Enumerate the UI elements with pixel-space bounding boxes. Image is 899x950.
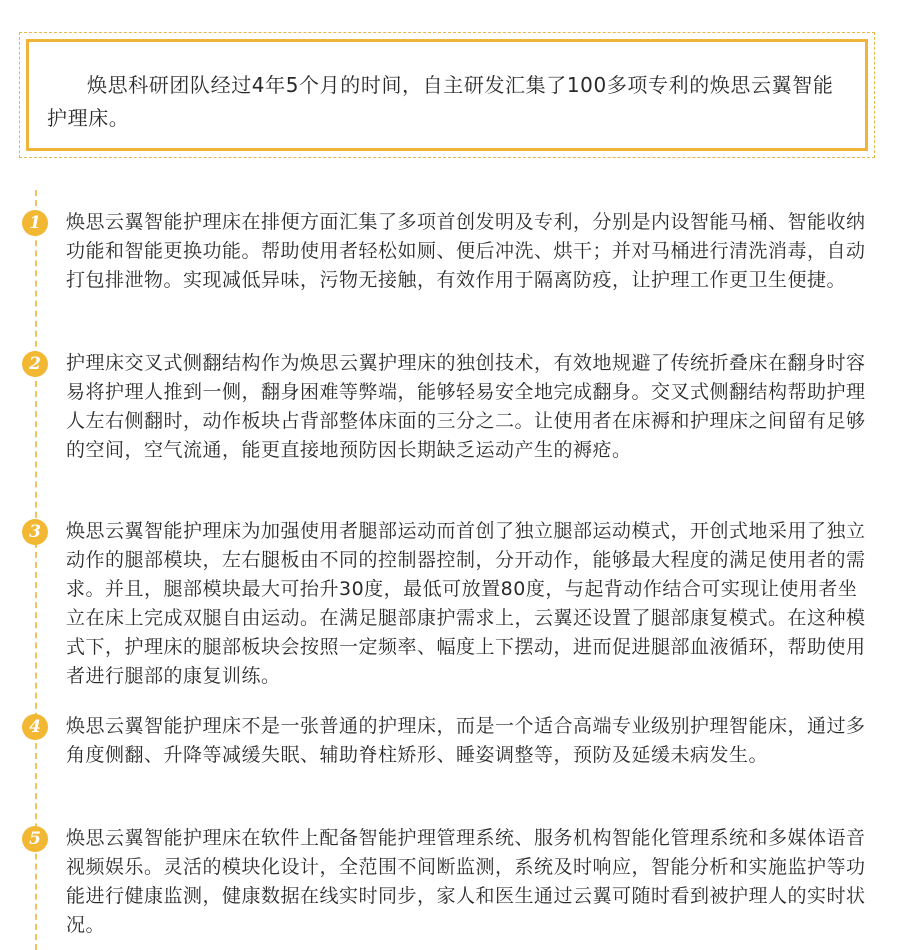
item-text-4: 焕思云翼智能护理床不是一张普通的护理床，而是一个适合高端专业级别护理智能床，通过多角度侧翻、升降等减缓失眠、辅助脊柱矫形、睡姿调整等，预防及延缓未病发生。 [66, 715, 866, 766]
feature-list [0, 190, 899, 950]
intro-text: 焕思科研团队经过4年5个月的时间，自主研发汇集了100多项专利的焕思云翼智能护理床。 [47, 73, 834, 130]
intro-box-outer [19, 32, 875, 158]
number-badge-2: 2 [22, 351, 48, 377]
item-text-5: 焕思云翼智能护理床在软件上配备智能护理管理系统、服务机构智能化管理系统和多媒体语音视频娱乐。灵活的模块化设计，全范围不间断监测，系统及时响应，智能分析和实施监护等功能进行健康监测，健康数据在线实时同步，家人和医生通过云翼可随时看到被护理人的实时状况。 [66, 827, 866, 936]
number-badge-1: 1 [22, 210, 48, 236]
intro-box [26, 39, 868, 151]
number-badge-3: 3 [22, 519, 48, 545]
item-text-3: 焕思云翼智能护理床为加强使用者腿部运动而首创了独立腿部运动模式，开创式地采用了独立动作的腿部模块，左右腿板由不同的控制器控制，分开动作，能够最大程度的满足使用者的需求。并且，腿部模块最大可抬升30度，最低可放置80度，与起背动作结合可实现让使用者坐立在床上完成双腿自由运动。在满足腿部康护需求上，云翼还设置了腿部康复模式。在这种模式下，护理床的腿部板块会按照一定频率、幅度上下摆动，进而促进腿部血液循环，帮助使用者进行腿部的康复训练。 [66, 520, 866, 687]
item-text-2: 护理床交叉式侧翻结构作为焕思云翼护理床的独创技术，有效地规避了传统折叠床在翻身时容易将护理人推到一侧，翻身困难等弊端，能够轻易安全地完成翻身。交叉式侧翻结构帮助护理人左右侧翻时，动作板块占背部整体床面的三分之二。让使用者在床褥和护理床之间留有足够的空间，空气流通，能更直接地预防因长期缺乏运动产生的褥疮。 [66, 352, 866, 461]
item-text-1: 焕思云翼智能护理床在排便方面汇集了多项首创发明及专利，分别是内设智能马桶、智能收纳功能和智能更换功能。帮助使用者轻松如厕、便后冲洗、烘干；并对马桶进行清洗消毒，自动打包排泄物。实现减低异味，污物无接触，有效作用于隔离防疫，让护理工作更卫生便捷。 [66, 211, 866, 291]
number-badge-5: 5 [22, 826, 48, 852]
number-badge-4: 4 [22, 714, 48, 740]
